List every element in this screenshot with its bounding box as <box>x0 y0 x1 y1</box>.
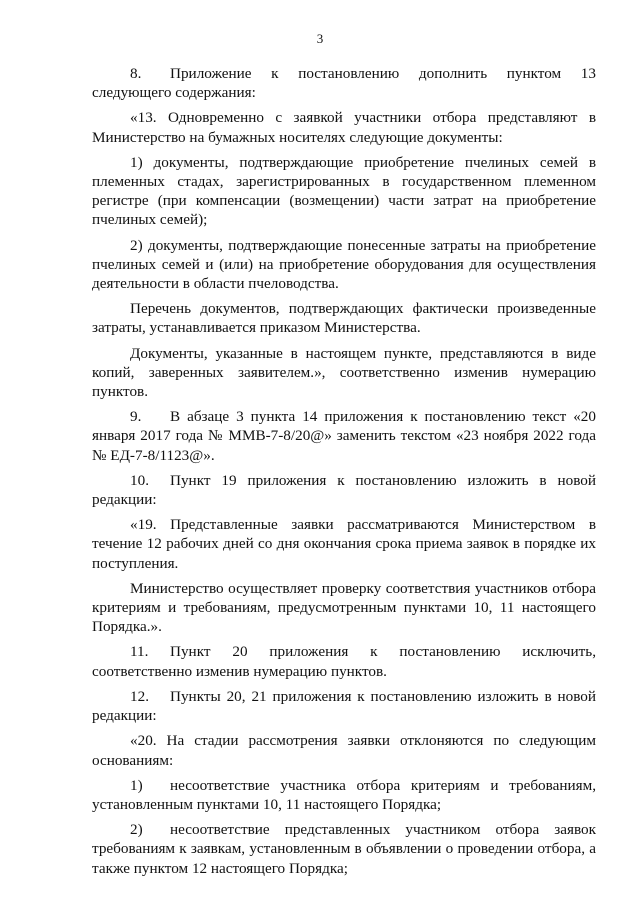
paragraph <box>92 820 596 878</box>
paragraph <box>92 108 596 146</box>
paragraph <box>92 236 596 294</box>
page-number: 3 <box>316 31 324 46</box>
paragraph-number: 9. <box>130 408 142 426</box>
paragraph-number: 2) <box>130 821 143 839</box>
paragraph <box>92 471 596 509</box>
paragraph-text: 1) документы, подтверждающие приобретение пчелиных семей в племенных стадах, зарегистрированных в государственном племенном регистре (при компенсации (возмещении) части затрат на приобретение пчелиных семей); <box>92 153 596 229</box>
paragraph-text: Перечень документов, подтверждающих фактически произведенные затраты, устанавливается приказом Министерства. <box>92 300 596 337</box>
paragraph <box>92 299 596 337</box>
paragraph-text: «20. На стадии рассмотрения заявки отклоняются по следующим основаниям: <box>92 732 596 769</box>
paragraph <box>92 515 596 573</box>
document-body <box>92 64 596 878</box>
paragraph <box>92 687 596 725</box>
paragraph <box>92 579 596 637</box>
paragraph <box>92 407 596 465</box>
paragraph-number: 10. <box>130 471 149 489</box>
paragraph-number: 1) <box>130 776 143 794</box>
paragraph-text: В абзаце 3 пункта 14 приложения к постановлению текст «20 января 2017 года № ММВ-7-8/20@» заменить текстом «23 ноября 2022 года № ЕД-7-8/1123@». <box>92 408 596 464</box>
paragraph-text: «13. Одновременно с заявкой участники отбора представляют в Министерство на бумажных носителях следующие документы: <box>92 109 596 146</box>
paragraph-text: 2) документы, подтверждающие понесенные затраты на приобретение пчелиных семей и (или) на приобретение оборудования для осуществления деятельности в области пчеловодства. <box>92 236 596 293</box>
paragraph-text: Пункт 19 приложения к постановлению изложить в новой редакции: <box>92 471 596 509</box>
paragraph-text: Пункты 20, 21 приложения к постановлению изложить в новой редакции: <box>92 687 596 725</box>
paragraph-number: 12. <box>130 687 149 705</box>
paragraph-text: несоответствие представленных участником отбора заявок требованиям к заявкам, установленным в объявлении о проведении отбора, а также пунктом 12 настоящего Порядка; <box>92 821 596 877</box>
paragraph-text: «19. Представленные заявки рассматриваются Министерством в течение 12 рабочих дней со дня окончания срока приема заявок в порядке их поступления. <box>92 516 596 572</box>
paragraph <box>92 776 596 814</box>
paragraph-number: 11. <box>130 643 149 661</box>
paragraph-text: Приложение к постановлению дополнить пунктом 13 следующего содержания: <box>92 65 596 102</box>
paragraph <box>92 344 596 402</box>
paragraph-text: Министерство осуществляет проверку соответствия участников отбора критериям и требованиям, предусмотренным пунктами 10, 11 настоящего Порядка.». <box>92 579 596 636</box>
paragraph-text: несоответствие участника отбора критериям и требованиям, установленным пунктами 10, 11 настоящего Порядка; <box>92 776 596 813</box>
paragraph-number: 8. <box>130 65 142 82</box>
paragraph-text: Пункт 20 приложения к постановлению исключить, соответственно изменив нумерацию пунктов. <box>92 643 596 680</box>
paragraph <box>92 153 596 230</box>
paragraph <box>92 642 596 680</box>
paragraph-text: Документы, указанные в настоящем пункте, представляются в виде копий, заверенных заявителем.», соответственно изменив нумерацию пунктов. <box>92 344 596 401</box>
paragraph <box>92 64 596 102</box>
paragraph <box>92 731 596 769</box>
